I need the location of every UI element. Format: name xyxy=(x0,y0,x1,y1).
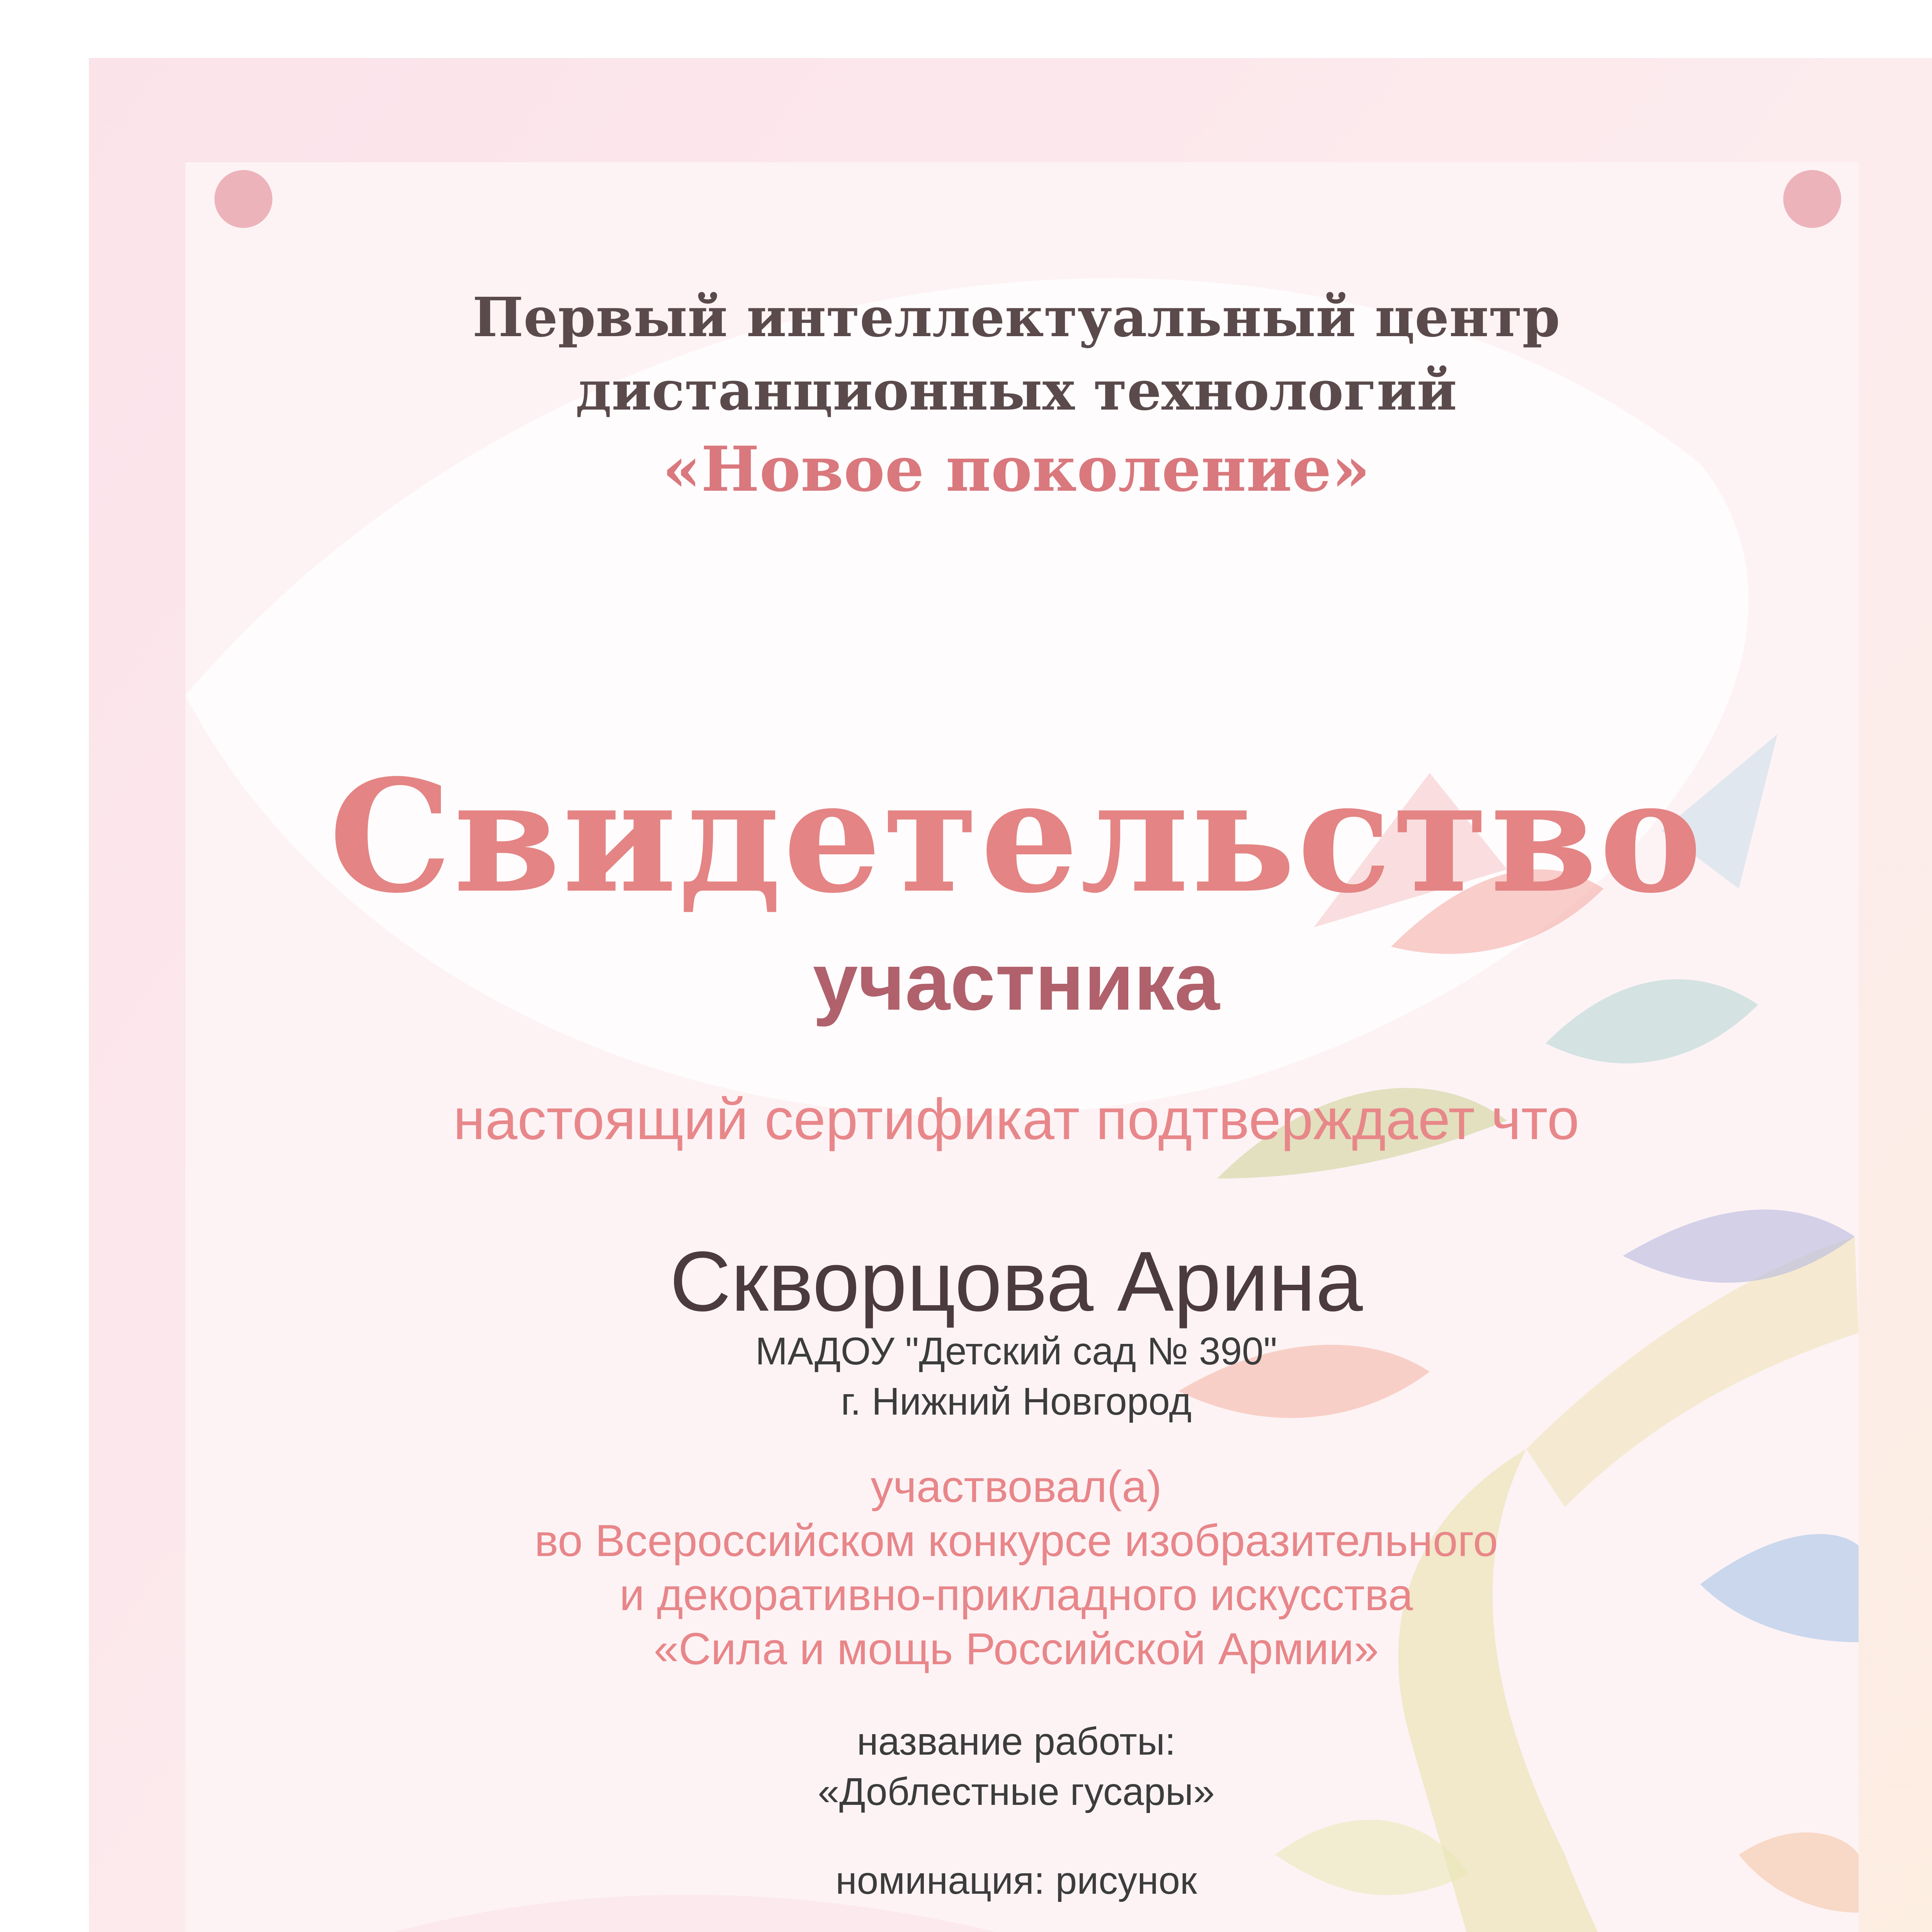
corner-dot xyxy=(214,170,272,228)
certificate-subtitle: участника xyxy=(813,936,1220,1027)
nomination: номинация: рисунок xyxy=(835,1859,1197,1902)
participant-institution: МАДОУ "Детский сад № 390" xyxy=(755,1330,1277,1373)
confirmation-text: настоящий сертификат подтверждает что xyxy=(453,1087,1580,1151)
organization-line-1: Первый интеллектуальный центр xyxy=(472,286,1560,349)
contest-name: «Сила и мощь Российской Армии» xyxy=(653,1624,1379,1674)
participant-city: г. Нижний Новгород xyxy=(841,1380,1192,1423)
organization-line-2: дистанционных технологий xyxy=(575,359,1457,423)
participation-line-1: участвовал(а) xyxy=(871,1461,1162,1512)
work-title: «Доблестные гусары» xyxy=(818,1770,1215,1813)
participation-line-2: во Всероссийском конкурсе изобразительного xyxy=(534,1515,1498,1566)
participant-name: Скворцова Арина xyxy=(670,1234,1363,1329)
work-label: название работы: xyxy=(857,1720,1176,1763)
certificate-title: Свидетельство xyxy=(328,746,1704,927)
organization-name: «Новое поколение» xyxy=(662,433,1370,505)
corner-dot xyxy=(1783,170,1841,228)
participation-line-3: и декоративно-прикладного искусства xyxy=(619,1570,1413,1620)
